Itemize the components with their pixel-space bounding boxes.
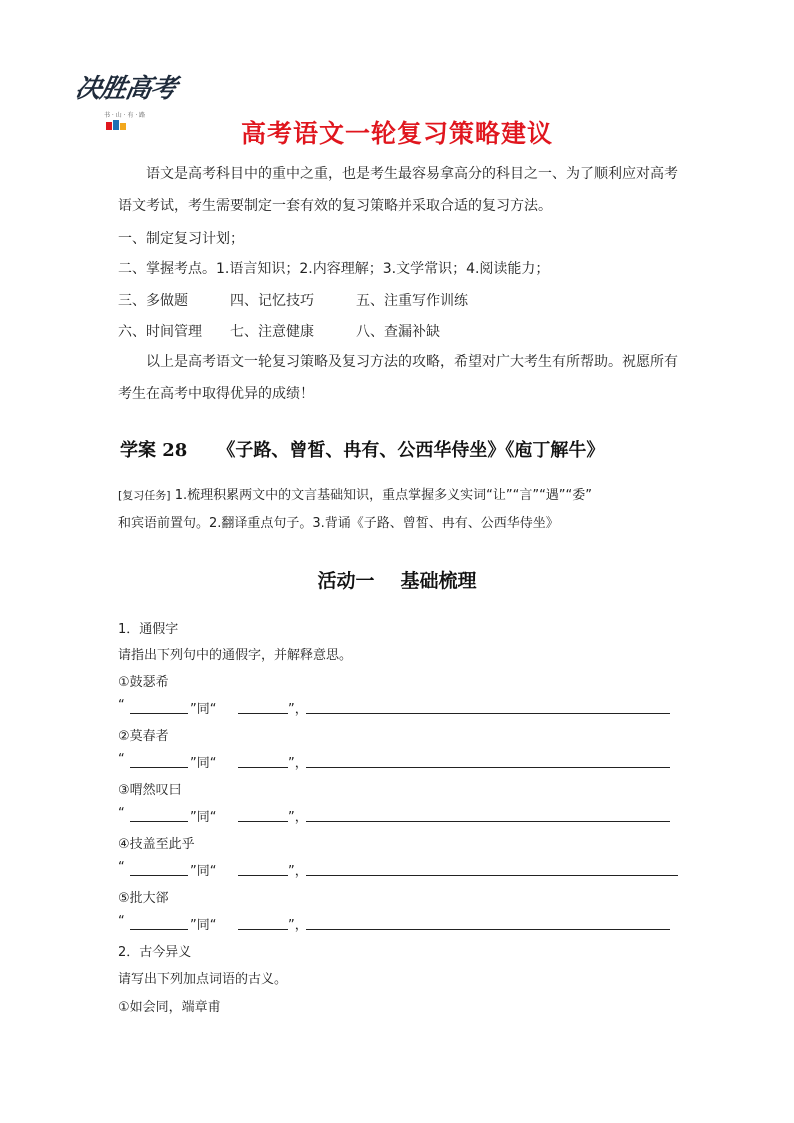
exercise-item: ①鼓瑟希 bbox=[118, 675, 169, 690]
logo-subtext: 书 · 山 · 有 · 路 bbox=[104, 112, 146, 119]
strategy-line-1: 一、制定复习计划； bbox=[118, 231, 244, 247]
strategy-item: 五、注重写作训练 bbox=[356, 293, 468, 309]
outro-line-2: 考生在高考中取得优异的成绩！ bbox=[118, 386, 314, 402]
answer-blank[interactable] bbox=[130, 767, 188, 768]
strategy-item: 六、时间管理 bbox=[118, 324, 202, 340]
answer-line[interactable] bbox=[306, 767, 670, 768]
answer-blank[interactable] bbox=[238, 929, 288, 930]
answer-blank[interactable] bbox=[238, 821, 288, 822]
activity-title: 基础梳理 bbox=[400, 570, 477, 592]
intro-line-2: 语文考试，考生需要制定一套有效的复习策略并采取合适的复习方法。 bbox=[118, 198, 552, 214]
lesson-title: 《子路、曾皙、冉有、公西华侍坐》《庖丁解牛》 bbox=[217, 440, 605, 461]
section-heading: 2．古今异义 bbox=[118, 945, 192, 960]
section-heading: 1．通假字 bbox=[118, 622, 179, 637]
review-task-line-2: 和宾语前置句。2.翻译重点句子。3.背诵《子路、曾皙、冉有、公西华侍坐》 bbox=[118, 516, 559, 531]
strategy-item: 四、记忆技巧 bbox=[230, 293, 314, 309]
answer-blank[interactable] bbox=[130, 929, 188, 930]
answer-line[interactable] bbox=[306, 875, 678, 876]
lesson-heading bbox=[120, 436, 604, 462]
answer-blank[interactable] bbox=[130, 713, 188, 714]
strategy-line-2: 二、掌握考点。1.语言知识；2.内容理解；3.文学常识；4.阅读能力； bbox=[118, 261, 550, 277]
strategy-item: 三、多做题 bbox=[118, 293, 188, 309]
answer-blank[interactable] bbox=[238, 767, 288, 768]
exercise-item: ③喟然叹曰 bbox=[118, 783, 182, 798]
lesson-label: 学案 28 bbox=[120, 440, 188, 461]
answer-line[interactable] bbox=[306, 929, 670, 930]
activity-heading bbox=[0, 566, 794, 593]
strategy-item: 八、查漏补缺 bbox=[356, 324, 440, 340]
exercise-item: ⑤批大郤 bbox=[118, 891, 169, 906]
review-task-line-1 bbox=[118, 484, 592, 503]
section-instruction: 请写出下列加点词语的古义。 bbox=[118, 972, 288, 987]
answer-blank[interactable] bbox=[130, 875, 188, 876]
activity-label: 活动一 bbox=[317, 570, 375, 592]
answer-line[interactable] bbox=[306, 821, 670, 822]
intro-line-1: 语文是高考科目中的重中之重，也是考生最容易拿高分的科目之一、为了顺利应对高考 bbox=[146, 166, 678, 182]
section-instruction: 请指出下列句中的通假字，并解释意思。 bbox=[118, 648, 353, 663]
review-task-text: 1.梳理积累两文中的文言基础知识，重点掌握多义实词“让”“言”“遇”“委” bbox=[170, 488, 593, 503]
answer-blank[interactable] bbox=[130, 821, 188, 822]
exercise-item: ①如会同，端章甫 bbox=[118, 1000, 221, 1015]
page-title: 高考语文一轮复习策略建议 bbox=[240, 119, 553, 148]
strategy-item: 七、注意健康 bbox=[230, 324, 314, 340]
review-task-tag: [复习任务] bbox=[118, 489, 171, 502]
answer-line[interactable] bbox=[306, 713, 670, 714]
logo-text: 决胜高考 bbox=[72, 74, 179, 104]
outro-line-1: 以上是高考语文一轮复习策略及复习方法的攻略，希望对广大考生有所帮助。祝愿所有 bbox=[146, 354, 678, 370]
answer-blank[interactable] bbox=[238, 875, 288, 876]
exercise-item: ②莫春者 bbox=[118, 729, 169, 744]
answer-blank[interactable] bbox=[238, 713, 288, 714]
exercise-item: ④技盖至此乎 bbox=[118, 837, 195, 852]
